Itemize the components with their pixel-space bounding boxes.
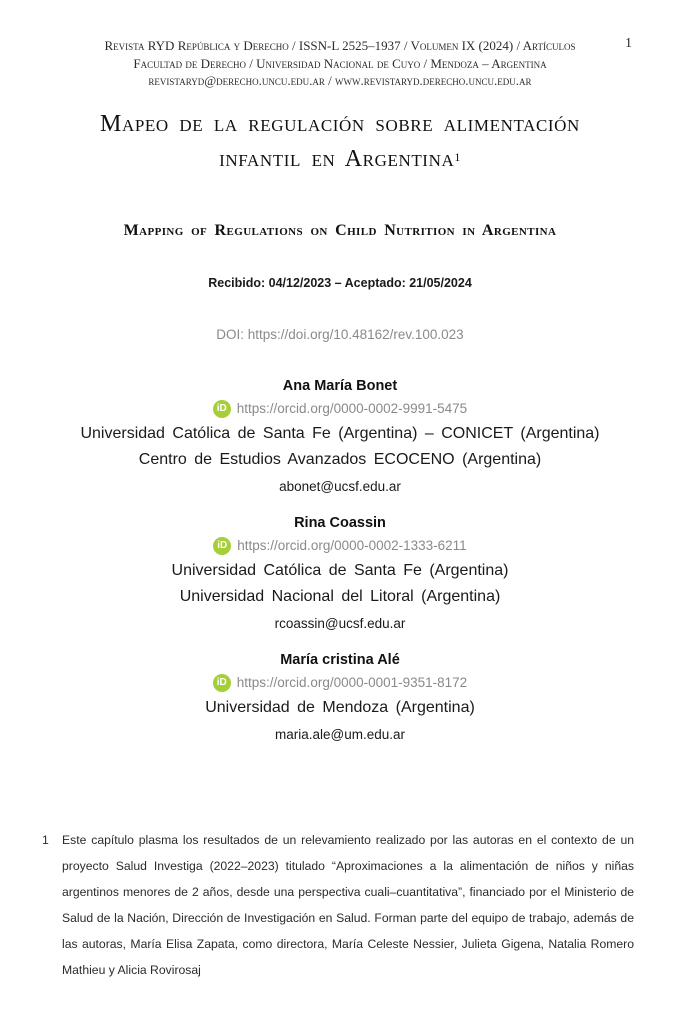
footnote-number: 1 <box>42 833 49 847</box>
author-name: María cristina Alé <box>280 652 400 668</box>
footnote <box>42 827 634 983</box>
author-block-ale <box>40 649 640 749</box>
author-block-bonet <box>40 375 640 501</box>
journal-info-line: Revista RYD República y Derecho / ISSN-L 2525–1937 / Volumen IX (2024) / Artículos <box>104 38 576 53</box>
author-email[interactable]: rcoassin@ucsf.edu.ar <box>274 616 406 631</box>
orcid-link[interactable]: https://orcid.org/0000-0002-9991-5475 <box>236 401 468 416</box>
affiliation: Universidad Católica de Santa Fe (Argentina) – CONICET (Argentina) <box>80 425 600 442</box>
author-email[interactable]: abonet@ucsf.edu.ar <box>279 479 401 494</box>
orcid-link[interactable]: https://orcid.org/0000-0002-1333-6211 <box>237 538 467 553</box>
orcid-row <box>40 534 640 558</box>
article-title <box>40 107 640 177</box>
author-email[interactable]: maria.ale@um.edu.ar <box>274 727 405 742</box>
received-accepted-dates: Recibido: 04/12/2023 – Aceptado: 21/05/2024 <box>208 276 472 290</box>
running-header <box>60 37 620 90</box>
article-subtitle: Mapping of Regulations on Child Nutrition in Argentina <box>123 222 557 239</box>
orcid-icon[interactable]: iD <box>213 400 231 418</box>
affiliation: Universidad de Mendoza (Argentina) <box>205 699 475 716</box>
doi-link[interactable]: DOI: https://doi.org/10.48162/rev.100.023 <box>216 327 464 342</box>
orcid-row <box>40 671 640 695</box>
affiliation: Centro de Estudios Avanzados ECOCENO (Argentina) <box>138 451 542 468</box>
title-line-1: Mapeo de la regulación sobre alimentación <box>100 111 580 137</box>
title-line-2-text: infantil en Argentina <box>219 146 455 172</box>
title-footnote-mark[interactable]: 1 <box>454 150 461 164</box>
contact-info-line[interactable]: revistaryd@derecho.uncu.edu.ar / www.revistaryd.derecho.uncu.edu.ar <box>148 73 532 88</box>
author-name: Ana María Bonet <box>282 378 398 394</box>
footnote-text: Este capítulo plasma los resultados de un relevamiento realizado por las autoras en el contexto de un proyecto Salud Investiga (2022–2023) titulado “Aproximaciones a la alimentación de niños y niñas argentinos menores de 2 años, desde una perspectiva cuali–cuantitativa”, financiado por el Ministerio de Salud de la Nación, Dirección de Investigación en Salud. Forman parte del equipo de trabajo, además de las autoras, María Elisa Zapata, como directora, María Celeste Nessier, Julieta Gigena, Natalia Romero Mathieu y Alicia Rovirosaj <box>62 833 634 977</box>
author-block-coassin <box>40 512 640 638</box>
page-number: 1 <box>625 36 632 51</box>
orcid-link[interactable]: https://orcid.org/0000-0001-9351-8172 <box>236 675 468 690</box>
title-line-2 <box>40 142 640 177</box>
author-name: Rina Coassin <box>294 515 386 531</box>
orcid-row <box>40 397 640 421</box>
faculty-info-line: Facultad de Derecho / Universidad Nacional de Cuyo / Mendoza – Argentina <box>133 55 547 71</box>
affiliation: Universidad Católica de Santa Fe (Argentina) <box>171 562 509 579</box>
affiliation: Universidad Nacional del Litoral (Argentina) <box>179 588 501 605</box>
orcid-icon[interactable]: iD <box>213 537 231 555</box>
orcid-icon[interactable]: iD <box>213 674 231 692</box>
